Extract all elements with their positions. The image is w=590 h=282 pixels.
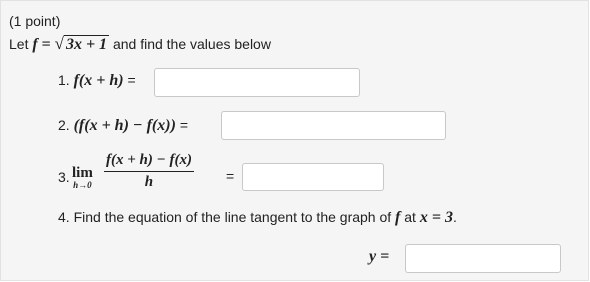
question-4-at: at [404, 209, 416, 225]
question-2-expression: (f(x + h) − f(x)) [73, 117, 176, 134]
question-4-period: . [452, 209, 457, 225]
question-3-equals: = [226, 168, 235, 184]
equals-sign: = [41, 36, 51, 53]
question-4-number: 4. [58, 209, 70, 225]
answer-1-input[interactable] [154, 68, 360, 97]
intro-prefix: Let [9, 36, 29, 52]
sqrt-icon: √ [54, 34, 64, 53]
question-2 [58, 117, 188, 135]
difference-quotient-numerator: f(x + h) − f(x) [104, 152, 194, 172]
question-1-expression: f(x + h) [73, 72, 124, 89]
answer-4-input[interactable] [405, 244, 561, 273]
question-4-text: Find the equation of the line tangent to the graph of [73, 209, 392, 225]
intro-suffix: and find the values below [112, 36, 271, 52]
function-symbol: f [32, 36, 38, 53]
limit-word: lim [72, 165, 93, 181]
difference-quotient-denominator: h [144, 174, 154, 190]
answer-3-input[interactable] [242, 163, 384, 191]
question-1-number: 1. [58, 72, 70, 88]
tangent-y-label: y = [369, 248, 390, 265]
question-2-equals: = [179, 117, 188, 133]
answer-2-input[interactable] [221, 111, 446, 140]
limit-subscript: h→0 [73, 180, 92, 190]
question-4-point: x = 3 [419, 209, 453, 226]
question-2-number: 2. [58, 117, 70, 133]
question-4 [58, 209, 457, 227]
question-3-number: 3. [58, 169, 70, 185]
problem-statement [9, 34, 271, 54]
question-1-equals: = [127, 72, 136, 88]
radicand: 3x + 1 [65, 36, 108, 53]
question-4-function-symbol: f [395, 209, 401, 226]
limit-operator [72, 165, 93, 190]
points-label: (1 point) [9, 13, 61, 29]
question-1 [58, 72, 136, 90]
difference-quotient [104, 152, 194, 191]
